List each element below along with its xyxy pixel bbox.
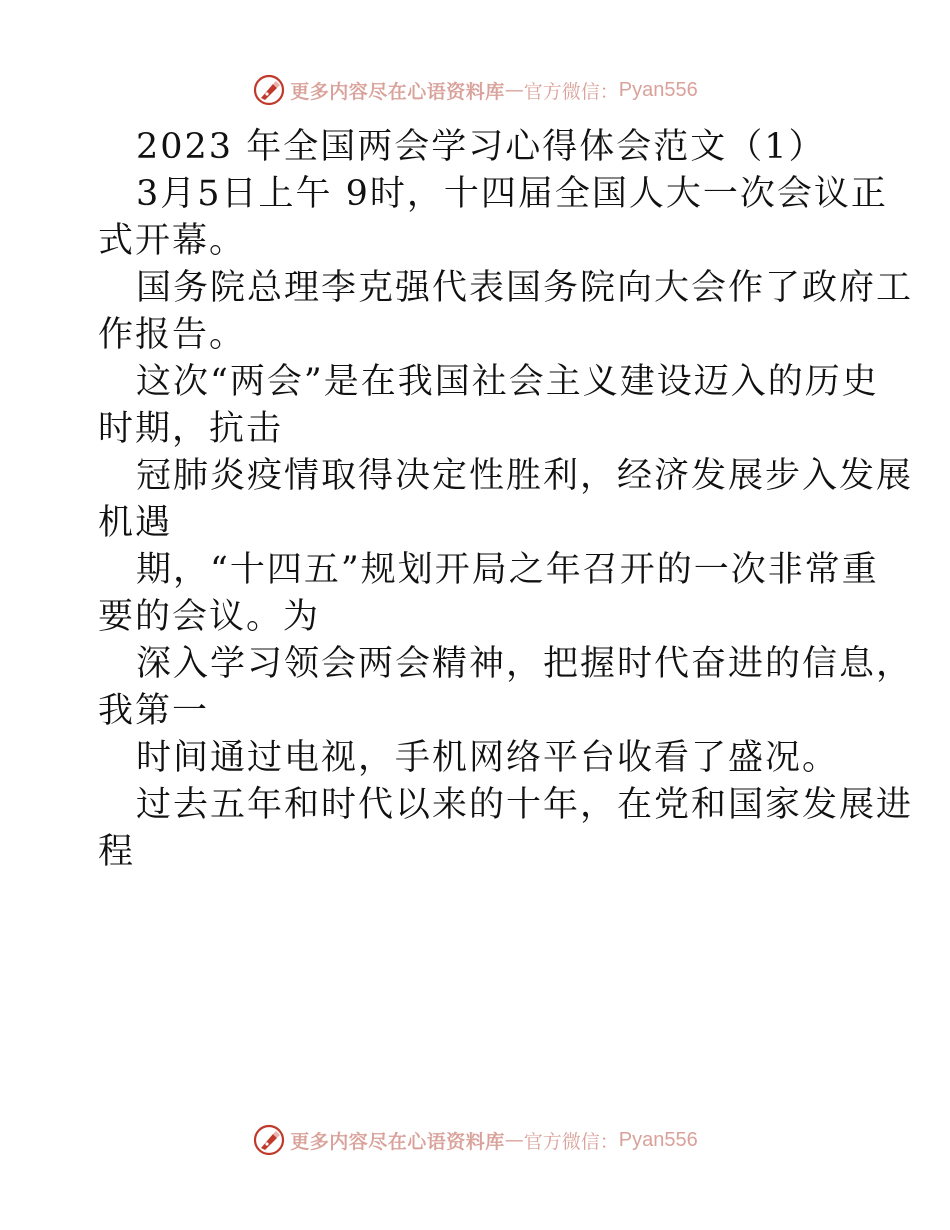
text-line: 机遇 bbox=[98, 503, 173, 543]
banner-wechat-label: 官方微信： bbox=[523, 1130, 619, 1153]
banner-wechat-id: Pyan556 bbox=[618, 1128, 698, 1151]
text-line: 时期，抗击 bbox=[98, 409, 284, 449]
text-line: 冠肺炎疫情取得决定性胜利，经济发展步入发展 bbox=[136, 456, 914, 496]
banner-wechat-id: Pyan556 bbox=[618, 78, 698, 101]
header-banner bbox=[0, 70, 950, 110]
banner-main-text: 更多内容尽在心语资料库 bbox=[290, 1130, 505, 1153]
text-line: 式开幕。 bbox=[98, 221, 247, 261]
banner-separator: — bbox=[504, 1129, 524, 1151]
text-line: 国务院总理李克强代表国务院向大会作了政府工 bbox=[136, 268, 914, 308]
text-line: 时间通过电视，手机网络平台收看了盛况。 bbox=[136, 738, 840, 778]
text-line: 程 bbox=[98, 832, 136, 872]
banner-separator: — bbox=[504, 79, 524, 101]
footer-banner bbox=[0, 1120, 950, 1160]
banner-main-text: 更多内容尽在心语资料库 bbox=[290, 80, 505, 103]
text-line: 我第一 bbox=[98, 691, 210, 731]
pen-nib-logo-icon bbox=[252, 1123, 286, 1157]
document-body bbox=[98, 124, 914, 876]
text-line: 3月5日上午 9时，十四届全国人大一次会议正 bbox=[136, 174, 888, 214]
text-line: 要的会议。为 bbox=[98, 597, 321, 637]
text-line: 这次“两会”是在我国社会主义建设迈入的历史 bbox=[136, 362, 879, 402]
text-line: 深入学习领会两会精神，把握时代奋进的信息， bbox=[136, 644, 914, 684]
pen-nib-logo-icon bbox=[252, 73, 286, 107]
banner-wechat-label: 官方微信： bbox=[523, 80, 619, 103]
text-line: 作报告。 bbox=[98, 315, 247, 355]
document-title: 2023 年全国两会学习心得体会范文（1） bbox=[136, 127, 826, 167]
text-line: 期，“十四五”规划开局之年召开的一次非常重 bbox=[136, 550, 879, 590]
text-line: 过去五年和时代以来的十年，在党和国家发展进 bbox=[136, 785, 914, 825]
